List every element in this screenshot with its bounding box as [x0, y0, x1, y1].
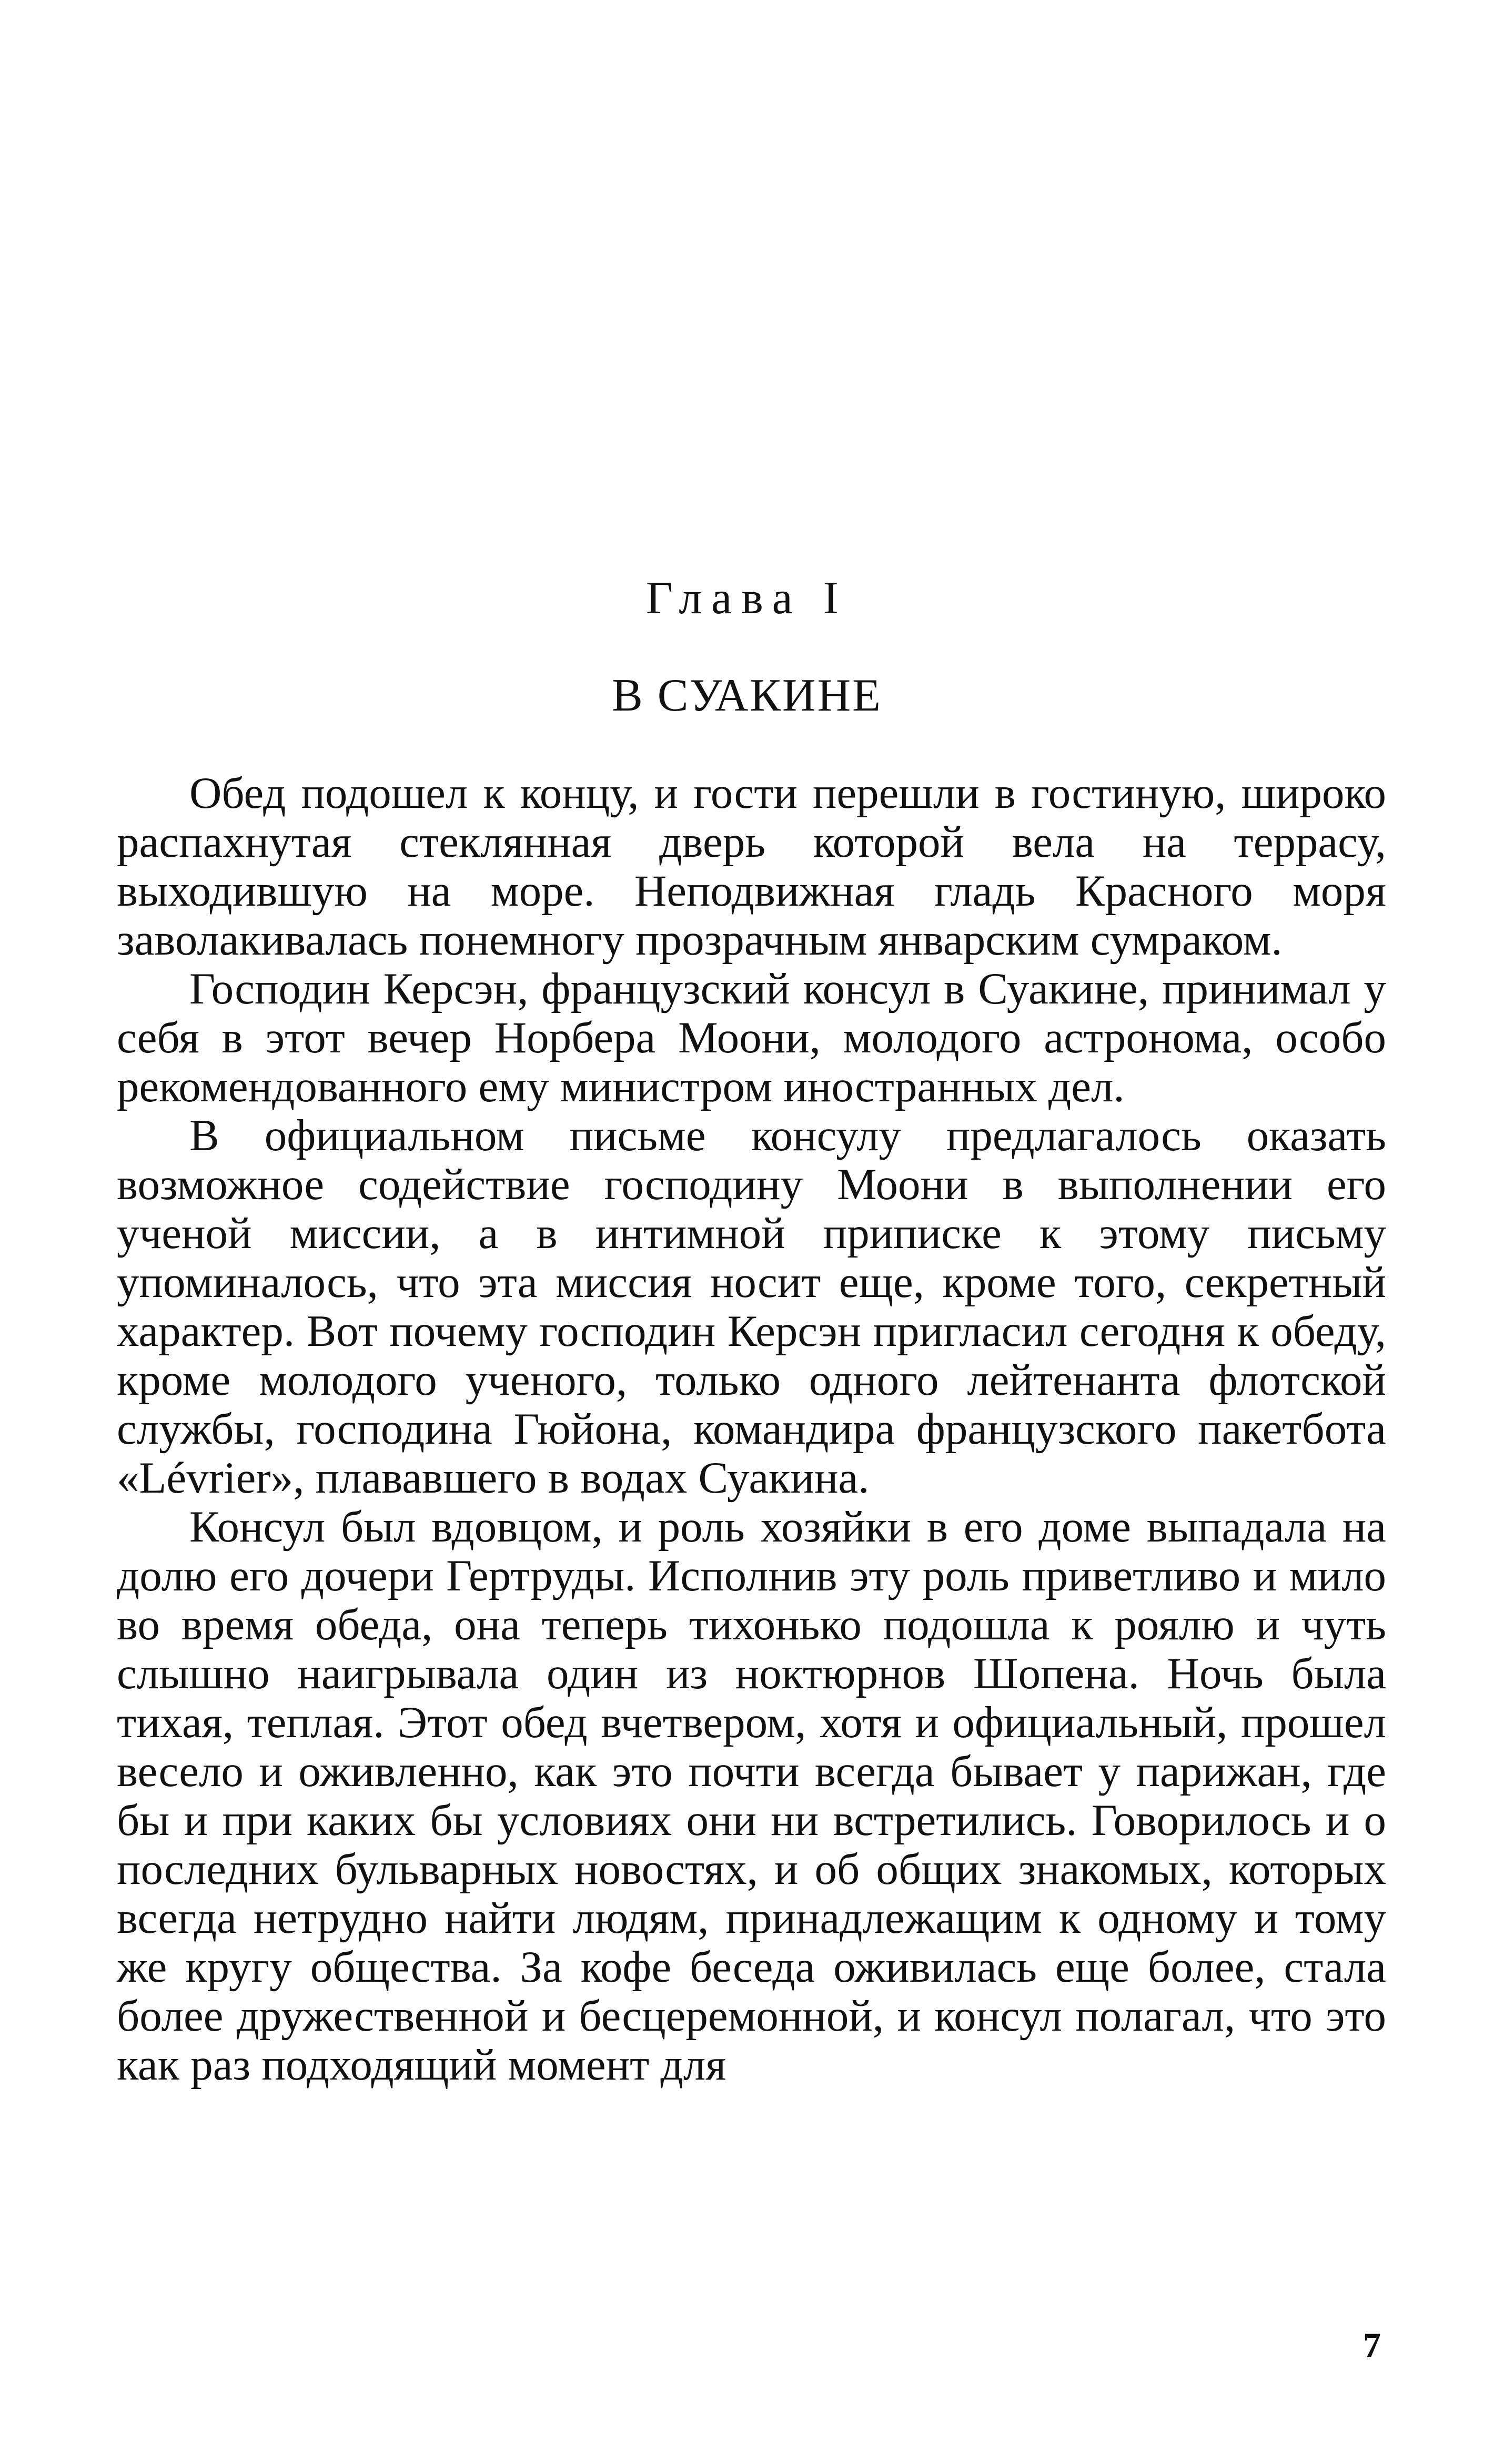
- chapter-label: Глава I: [646, 573, 848, 624]
- paragraph: Консул был вдовцом, и роль хозяйки в его доме выпадала на долю его дочери Гертруды. Исполнив эту роль приветливо и мило во время обеда, она теперь тихонько подошла к роялю и чуть слышно наигрывала один из ноктюрнов Шопена. Ночь была тихая, теплая. Этот обед вчетвером, хотя и официальный, прошел весело и оживленно, как это почти всегда бывает у парижан, где бы и при каких бы условиях они ни встретились. Говорилось и о последних бульварных новостях, и об общих знакомых, которых всегда нетрудно найти людям, принадлежащим к одному и тому же кругу общества. За кофе беседа оживилась еще более, стала более дружественной и бесцеремонной, и консул полагал, что это как раз подходящий момент для: [117, 1502, 1386, 2090]
- body-text: [117, 769, 1386, 2090]
- chapter-title: В СУАКИНЕ: [612, 670, 882, 721]
- page-number: 7: [1363, 2325, 1381, 2365]
- paragraph: Обед подошел к концу, и гости перешли в гостиную, широко распахнутая стеклянная дверь которой вела на террасу, выходившую на море. Неподвижная гладь Красного моря заволакивалась понемногу прозрачным январским сумраком.: [117, 768, 1386, 965]
- paragraph: В официальном письме консулу предлагалось оказать возможное содействие господину Моони в выполнении его ученой миссии, а в интимной приписке к этому письму упоминалось, что эта миссия носит еще, кроме того, секретный характер. Вот почему господин Керсэн пригласил сегодня к обеду, кроме молодого ученого, только одного лейтенанта флотской службы, господина Гюйона, командира французского пакетбота «Lévrier», плававшего в водах Суакина.: [117, 1111, 1386, 1503]
- paragraph: Господин Керсэн, французский консул в Суакине, принимал у себя в этот вечер Норбера Моони, молодого астронома, особо рекомендованного ему министром иностранных дел.: [117, 964, 1386, 1111]
